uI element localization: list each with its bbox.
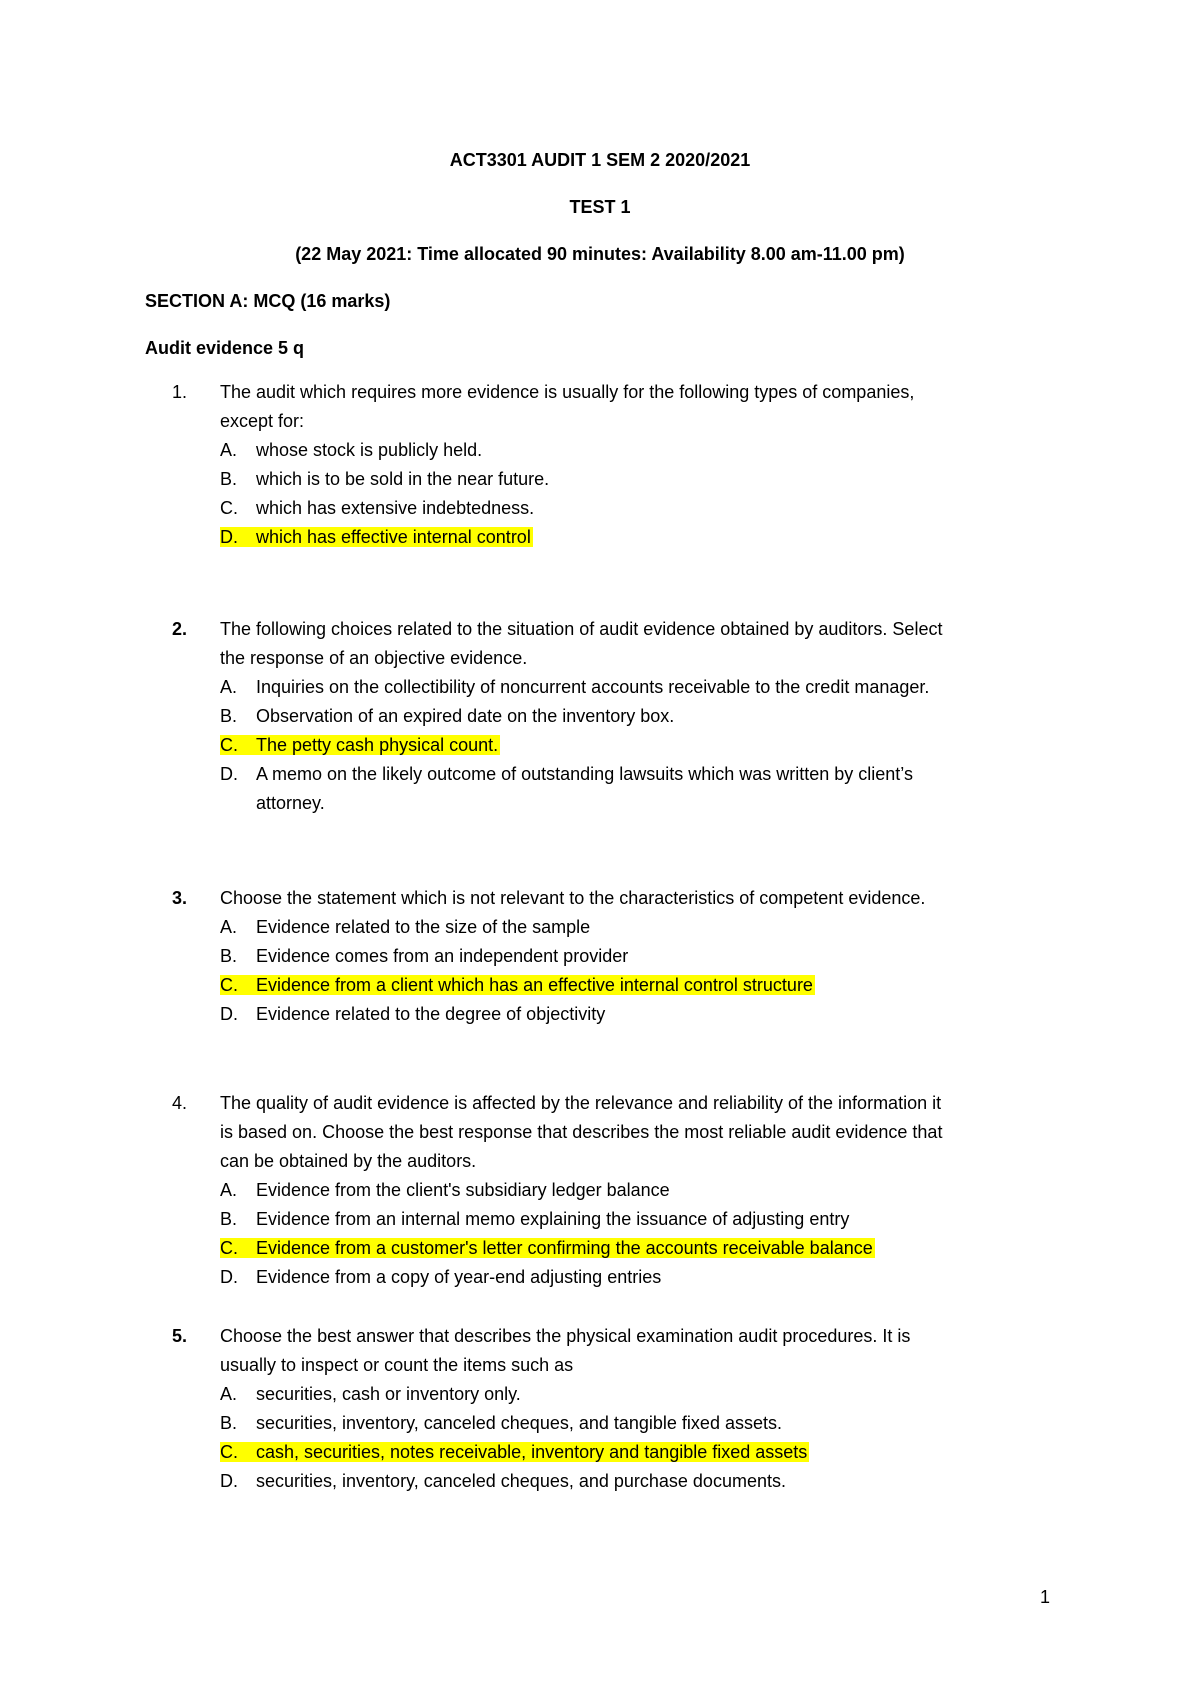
question-text-line: Choose the best answer that describes the physical examination audit procedures. It is bbox=[220, 1326, 911, 1346]
question-number: 4. bbox=[172, 1093, 188, 1113]
question-text-line: The quality of audit evidence is affected by the relevance and reliability of the information it bbox=[220, 1093, 942, 1113]
option-text: Evidence from an internal memo explaining the issuance of adjusting entry bbox=[256, 1209, 850, 1229]
option-text: Observation of an expired date on the inventory box. bbox=[256, 706, 675, 726]
section-topic: Audit evidence 5 q bbox=[145, 338, 305, 358]
option-letter: B. bbox=[220, 1209, 238, 1229]
option-letter: A. bbox=[220, 1384, 238, 1404]
option-text: securities, inventory, canceled cheques, and purchase documents. bbox=[256, 1471, 786, 1491]
option-letter: C. bbox=[220, 498, 238, 518]
option-a bbox=[220, 1382, 521, 1406]
option-text: Evidence related to the degree of objectivity bbox=[256, 1004, 606, 1024]
question-number: 1. bbox=[172, 382, 188, 402]
option-a bbox=[220, 675, 929, 699]
test-details: (22 May 2021: Time allocated 90 minutes: Availability 8.00 am-11.00 pm) bbox=[295, 244, 905, 264]
question-text-line: can be obtained by the auditors. bbox=[220, 1151, 477, 1171]
option-text: The petty cash physical count. bbox=[256, 735, 499, 755]
option-text: which is to be sold in the near future. bbox=[256, 469, 550, 489]
option-text: which has extensive indebtedness. bbox=[256, 498, 535, 518]
option-b bbox=[220, 1411, 782, 1435]
option-d-highlighted-answer bbox=[220, 525, 533, 549]
option-c bbox=[220, 496, 534, 520]
option-d bbox=[220, 762, 913, 786]
option-a bbox=[220, 1178, 670, 1202]
question-text-line: the response of an objective evidence. bbox=[220, 648, 528, 668]
option-letter: D. bbox=[220, 1004, 238, 1024]
option-b bbox=[220, 704, 674, 728]
option-b bbox=[220, 944, 628, 968]
question-text-line: is based on. Choose the best response that describes the most reliable audit evidence that bbox=[220, 1122, 943, 1142]
option-c-highlighted-answer bbox=[220, 973, 815, 997]
option-text: Evidence from the client's subsidiary ledger balance bbox=[256, 1180, 670, 1200]
question-number: 3. bbox=[172, 888, 188, 908]
option-d-continuation bbox=[220, 791, 325, 815]
test-name: TEST 1 bbox=[569, 197, 631, 217]
question-text-line: The audit which requires more evidence is usually for the following types of companies, bbox=[220, 382, 915, 402]
option-d bbox=[220, 1002, 605, 1026]
option-letter: C. bbox=[220, 1442, 238, 1462]
option-text: Evidence comes from an independent provider bbox=[256, 946, 629, 966]
option-letter: B. bbox=[220, 1413, 238, 1433]
option-text: Inquiries on the collectibility of noncurrent accounts receivable to the credit manager. bbox=[256, 677, 930, 697]
option-letter: A. bbox=[220, 440, 238, 460]
question-text-line: The following choices related to the situation of audit evidence obtained by auditors. Select bbox=[220, 619, 943, 639]
option-text: securities, cash or inventory only. bbox=[256, 1384, 521, 1404]
option-c-highlighted-answer bbox=[220, 733, 500, 757]
question-text-line: usually to inspect or count the items such as bbox=[220, 1355, 574, 1375]
option-letter: D. bbox=[220, 764, 238, 784]
page-number: 1 bbox=[1040, 1587, 1051, 1607]
option-letter: D. bbox=[220, 1267, 238, 1287]
option-letter: B. bbox=[220, 946, 238, 966]
option-b bbox=[220, 467, 549, 491]
option-text: Evidence from a copy of year-end adjusting entries bbox=[256, 1267, 662, 1287]
option-text: A memo on the likely outcome of outstanding lawsuits which was written by client’s bbox=[256, 764, 913, 784]
question-number: 2. bbox=[172, 619, 188, 639]
option-c-highlighted-answer bbox=[220, 1440, 809, 1464]
option-letter: A. bbox=[220, 917, 238, 937]
option-letter: C. bbox=[220, 735, 238, 755]
course-title: ACT3301 AUDIT 1 SEM 2 2020/2021 bbox=[449, 150, 751, 170]
option-d bbox=[220, 1469, 786, 1493]
option-text: Evidence from a client which has an effective internal control structure bbox=[256, 975, 813, 995]
option-letter: B. bbox=[220, 706, 238, 726]
question-text-line: Choose the statement which is not relevant to the characteristics of competent evidence. bbox=[220, 888, 926, 908]
option-a bbox=[220, 438, 482, 462]
option-text: cash, securities, notes receivable, inventory and tangible fixed assets bbox=[256, 1442, 808, 1462]
option-text: securities, inventory, canceled cheques, and tangible fixed assets. bbox=[256, 1413, 782, 1433]
option-letter: D. bbox=[220, 527, 238, 547]
option-c-highlighted-answer bbox=[220, 1236, 875, 1260]
option-text: attorney. bbox=[256, 793, 325, 813]
option-text: which has effective internal control bbox=[256, 527, 531, 547]
option-letter: A. bbox=[220, 677, 238, 697]
option-letter: A. bbox=[220, 1180, 238, 1200]
option-letter: C. bbox=[220, 975, 238, 995]
question-number: 5. bbox=[172, 1326, 188, 1346]
option-text: Evidence related to the size of the sample bbox=[256, 917, 591, 937]
option-letter: D. bbox=[220, 1471, 238, 1491]
option-letter: B. bbox=[220, 469, 238, 489]
option-a bbox=[220, 915, 590, 939]
section-title: SECTION A: MCQ (16 marks) bbox=[145, 291, 391, 311]
option-b bbox=[220, 1207, 849, 1231]
option-d bbox=[220, 1265, 661, 1289]
option-text: Evidence from a customer's letter confirming the accounts receivable balance bbox=[256, 1238, 873, 1258]
option-letter: C. bbox=[220, 1238, 238, 1258]
option-text: whose stock is publicly held. bbox=[256, 440, 483, 460]
question-text-line: except for: bbox=[220, 411, 305, 431]
